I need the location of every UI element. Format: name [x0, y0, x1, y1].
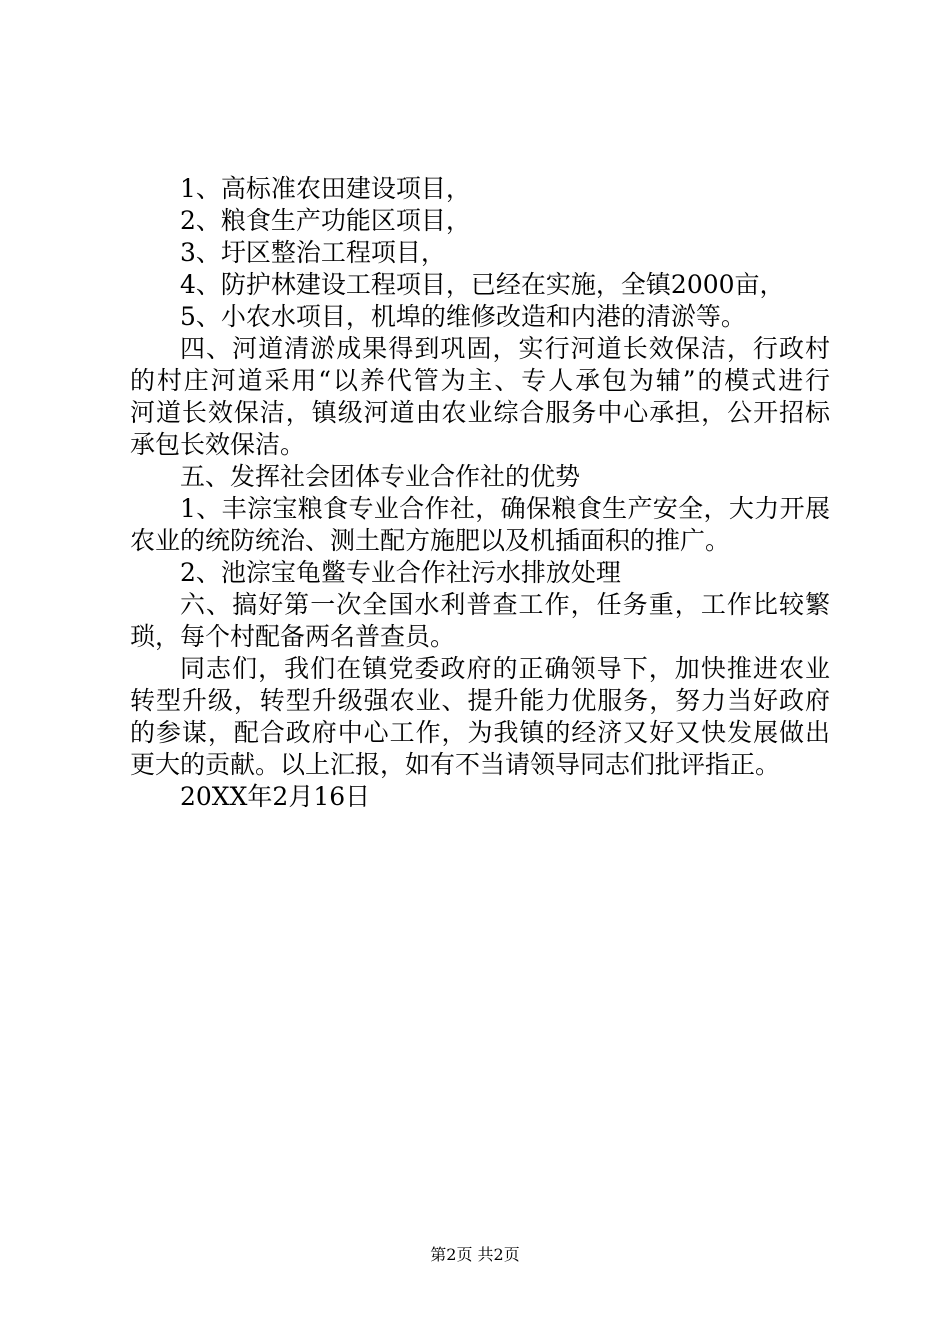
paragraph-line: 5、小农水项目，机埠的维修改造和内港的清淤等。: [180, 302, 746, 331]
paragraph-line: 2、池淙宝龟鳖专业合作社污水排放处理: [180, 558, 621, 587]
paragraph-line: 4、防护林建设工程项目，已经在实施，全镇2000亩，: [180, 270, 785, 299]
paragraph-line: 四、河道清淤成果得到巩固，实行河道长效保洁，行政村: [180, 334, 830, 363]
paragraph-line: 农业的统防统治、测土配方施肥以及机插面积的推广。: [130, 526, 731, 555]
paragraph-line: 转型升级，转型升级强农业、提升能力优服务，努力当好政府: [130, 686, 830, 715]
document-body: [130, 173, 830, 813]
paragraph-line: 更大的贡献。以上汇报，如有不当请领导同志们批评指正。: [130, 750, 781, 779]
document-date: 20XX年2月16日: [180, 782, 371, 811]
paragraph-line: 琐，每个村配备两名普查员。: [130, 622, 456, 651]
paragraph-line: 2、粮食生产功能区项目，: [180, 206, 471, 235]
paragraph-line: 1、高标准农田建设项目，: [180, 174, 471, 203]
section-heading: 六、搞好第一次全国水利普查工作，任务重，工作比较繁: [180, 590, 830, 619]
paragraph-line: 承包长效保洁。: [130, 430, 306, 459]
paragraph-line: 河道长效保洁，镇级河道由农业综合服务中心承担，公开招标: [130, 398, 830, 427]
section-heading: 五、发挥社会团体专业合作社的优势: [180, 462, 581, 491]
paragraph-line: 的村庄河道采用“以养代管为主、专人承包为辅”的模式进行: [130, 366, 830, 395]
page-number-footer: 第2页 共2页: [430, 1245, 520, 1264]
paragraph-line: 1、丰淙宝粮食专业合作社，确保粮食生产安全，大力开展: [180, 494, 830, 523]
paragraph-line: 的参谋，配合政府中心工作，为我镇的经济又好又快发展做出: [130, 718, 830, 747]
paragraph-line: 3、圩区整治工程项目，: [180, 238, 446, 267]
paragraph-line: 同志们，我们在镇党委政府的正确领导下，加快推进农业: [180, 654, 830, 683]
